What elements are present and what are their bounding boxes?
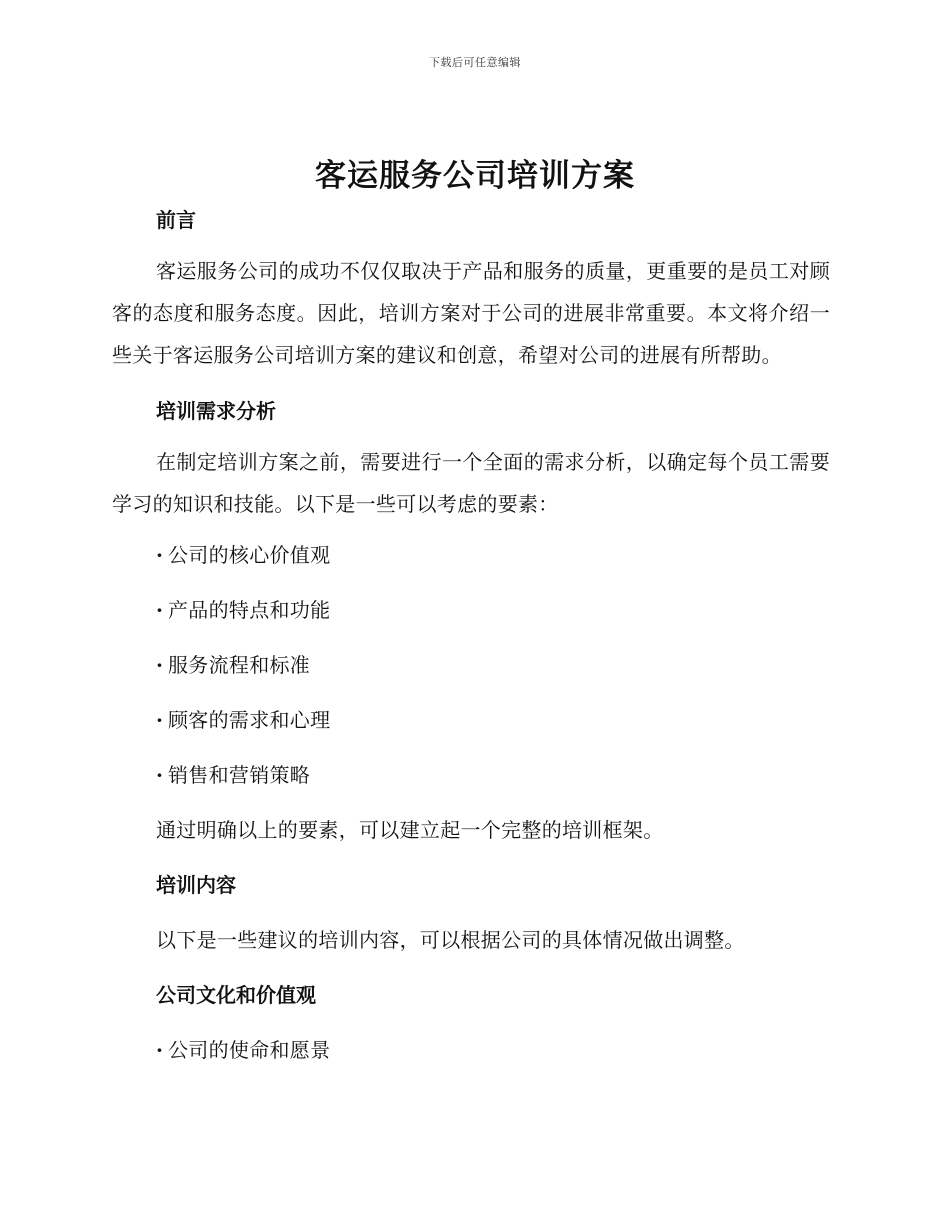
list-item <box>156 700 830 740</box>
list-item <box>156 1030 830 1070</box>
section-heading-preface: 前言 <box>156 208 196 232</box>
list-item <box>156 645 830 685</box>
list-item-text: 公司的核心价值观 <box>168 543 331 567</box>
section-heading-needs-analysis: 培训需求分析 <box>156 399 276 423</box>
needs-analysis-paragraph: 在制定培训方案之前，需要进行一个全面的需求分析，以确定每个员工需要学习的知识和技能。以下是一些可以考虑的要素： <box>112 450 830 516</box>
section-heading-training-content: 培训内容 <box>156 873 236 897</box>
training-content-paragraph: 以下是一些建议的培训内容，可以根据公司的具体情况做出调整。 <box>156 928 745 952</box>
list-item-text: 顾客的需求和心理 <box>168 708 331 732</box>
bullet-icon: · <box>156 763 164 787</box>
preface-paragraph: 客运服务公司的成功不仅仅取决于产品和服务的质量，更重要的是员工对顾客的态度和服务态度。因此，培训方案对于公司的进展非常重要。本文将介绍一些关于客运服务公司培训方案的建议和创意，希望对公司的进展有所帮助。 <box>112 259 830 367</box>
list-item <box>156 535 830 575</box>
list-item-text: 产品的特点和功能 <box>168 598 331 622</box>
header-note: 下载后可任意编辑 <box>429 56 521 69</box>
bullet-icon: · <box>156 653 164 677</box>
document-title: 客运服务公司培训方案 <box>315 158 635 194</box>
list-item-text: 服务流程和标准 <box>168 653 311 677</box>
list-item-text: 公司的使命和愿景 <box>168 1038 331 1062</box>
document-body <box>112 200 830 1070</box>
section-heading-culture-values: 公司文化和价值观 <box>156 983 316 1007</box>
list-item <box>156 755 830 795</box>
bullet-icon: · <box>156 598 164 622</box>
list-item <box>156 590 830 630</box>
bullet-icon: · <box>156 708 164 732</box>
needs-analysis-conclusion: 通过明确以上的要素，可以建立起一个完整的培训框架。 <box>156 818 664 842</box>
bullet-icon: · <box>156 1038 164 1062</box>
bullet-icon: · <box>156 543 164 567</box>
list-item-text: 销售和营销策略 <box>168 763 311 787</box>
